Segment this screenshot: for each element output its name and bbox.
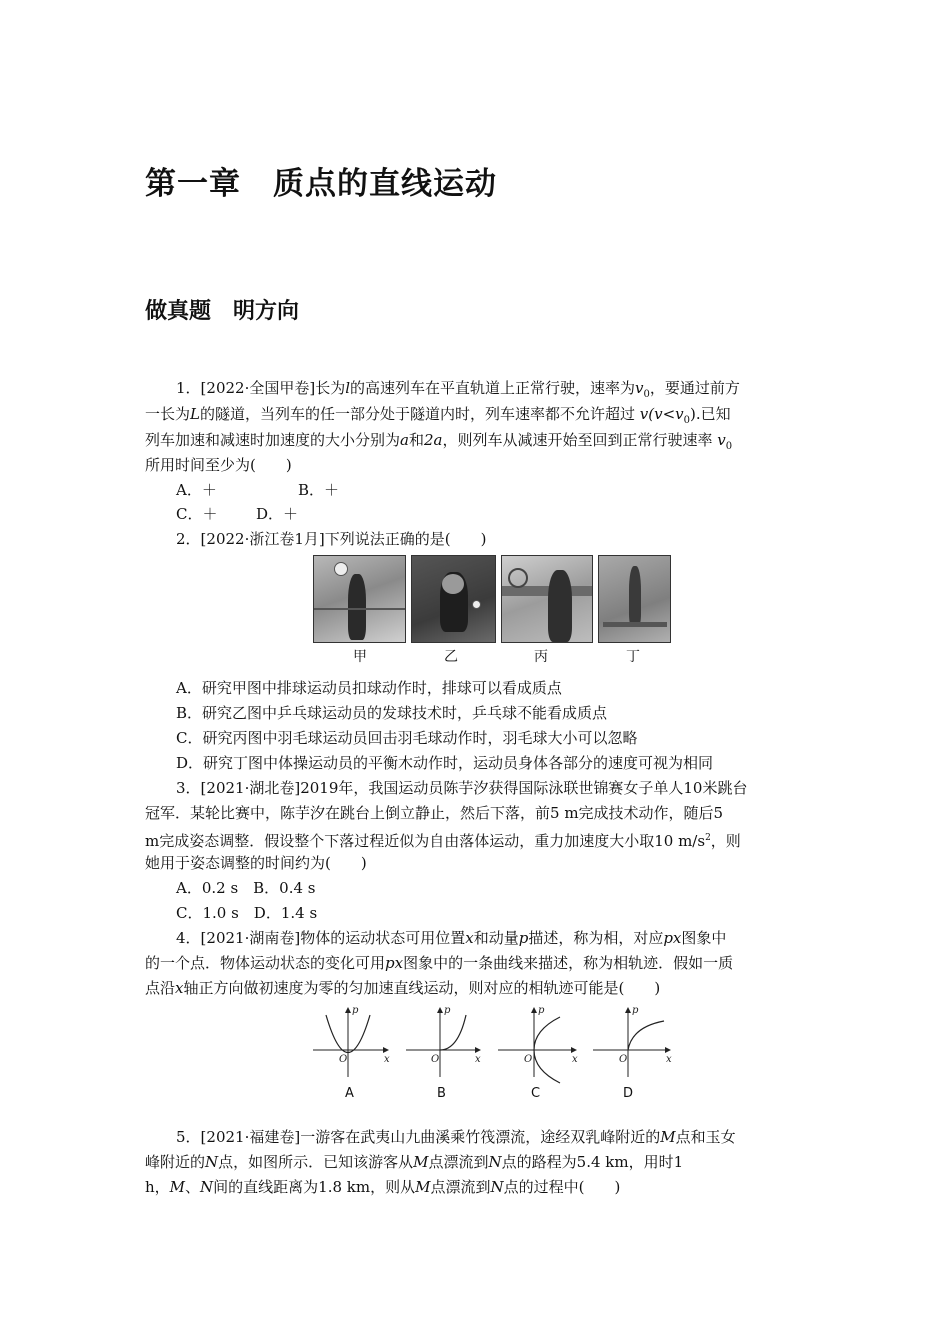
q3-line-2: 冠军．某轮比赛中，陈芋汐在跳台上倒立静止，然后下落，前5 m完成技术动作，随后5 — [145, 804, 724, 822]
origin-b: O — [431, 1054, 440, 1065]
q2-option-b: B．研究乙图中乒乓球运动员的发球技术时，乒乓球不能看成质点 — [176, 704, 608, 722]
q2-option-d: D．研究丁图中体操运动员的平衡木动作时，运动员身体各部分的速度可视为相同 — [176, 754, 714, 772]
graph-b — [406, 1008, 480, 1077]
q5-line-1: 5．[2021·福建卷]一游客在武夷山九曲溪乘竹筏漂流，途经双乳峰附近的M点和玉女 — [176, 1128, 736, 1146]
graph-a — [313, 1008, 388, 1077]
origin-c: O — [524, 1054, 533, 1065]
q3-line-3: m完成姿态调整．假设整个下落过程近似为自由落体运动，重力加速度大小取10 $m/s^2$，则 — [145, 832, 741, 850]
origin-a: O — [339, 1054, 348, 1065]
axis-p-a: p — [352, 1005, 359, 1016]
graph-label-c: C — [531, 1086, 541, 1101]
q2-option-a: A．研究甲图中排球运动员扣球动作时，排球可以看成质点 — [176, 679, 562, 697]
phase-trajectory-graphs — [308, 1005, 688, 1085]
q4-line-3: 点沿x轴正方向做初速度为零的匀加速直线运动，则对应的相轨迹可能是( ) — [145, 979, 661, 997]
caption-ding: 丁 — [626, 649, 640, 665]
graph-c — [498, 1008, 576, 1083]
q2-line-1: 2．[2022·浙江卷1月]下列说法正确的是( ) — [176, 530, 487, 548]
axis-x-c: x — [572, 1054, 578, 1065]
q4-line-2: 的一个点．物体运动状态的变化可用px图象中的一条曲线来描述，称为相轨迹．假如一质 — [145, 954, 734, 972]
graph-label-d: D — [623, 1086, 634, 1101]
chapter-title: 第一章 质点的直线运动 — [145, 166, 497, 202]
q3-options-ab: A．0.2 s B．0.4 s — [176, 879, 316, 897]
q3-line-4: 她用于姿态调整的时间约为( ) — [145, 854, 367, 872]
graph-label-a: A — [345, 1086, 354, 1101]
graph-d — [593, 1008, 670, 1077]
caption-bing: 丙 — [534, 649, 548, 665]
q5-line-3: h，M、N间的直线距离为1.8 km，则从M点漂流到N点的过程中( ) — [145, 1178, 621, 1196]
q5-line-2: 峰附近的N点，如图所示．已知该游客从M点漂流到N点的路程为5.4 km，用时1 — [145, 1153, 684, 1171]
graph-label-b: B — [437, 1086, 446, 1101]
q1-line-3: 列车加速和减速时加速度的大小分别为a和2a，则列车从减速开始至回到正常行驶速率 $v_0$ — [145, 431, 733, 452]
axis-p-b: p — [444, 1005, 451, 1016]
axis-p-c: p — [538, 1005, 545, 1016]
q3-line-1: 3．[2021·湖北卷]2019年，我国运动员陈芋汐获得国际泳联世锦赛女子单人10米跳台 — [176, 779, 748, 797]
axis-x-a: x — [384, 1054, 390, 1065]
axis-x-d: x — [666, 1054, 672, 1065]
axis-p-d: p — [632, 1005, 639, 1016]
q1-option-d: D．＋ — [256, 505, 299, 523]
caption-jia: 甲 — [353, 649, 367, 665]
axis-x-b: x — [475, 1054, 481, 1065]
q2-option-c: C．研究丙图中羽毛球运动员回击羽毛球动作时，羽毛球大小可以忽略 — [176, 729, 638, 747]
photo-balance-beam — [598, 555, 671, 643]
q1-option-b: B．＋ — [298, 481, 340, 499]
photo-table-tennis — [411, 555, 496, 643]
q4-line-1: 4．[2021·湖南卷]物体的运动状态可用位置x和动量p描述，称为相，对应px图象中 — [176, 929, 727, 947]
q3-options-cd: C．1.0 s D．1.4 s — [176, 904, 318, 922]
q1-option-c: C．＋ — [176, 505, 218, 523]
photo-badminton — [501, 555, 593, 643]
photo-volleyball — [313, 555, 406, 643]
caption-yi: 乙 — [444, 649, 458, 665]
q1-option-a: A．＋ — [176, 481, 217, 499]
section-title: 做真题 明方向 — [145, 299, 300, 324]
q1-line-2: 一长为L的隧道，当列车的任一部分处于隧道内时，列车速率都不允许超过 $v(v<v_0)$.已知 — [145, 405, 731, 426]
origin-d: O — [619, 1054, 628, 1065]
q1-line-1: 1．[2022·全国甲卷]长为l的高速列车在平直轨道上正常行驶，速率为$v_0$，要通过前方 — [176, 379, 740, 400]
q1-line-4: 所用时间至少为( ) — [145, 456, 292, 474]
